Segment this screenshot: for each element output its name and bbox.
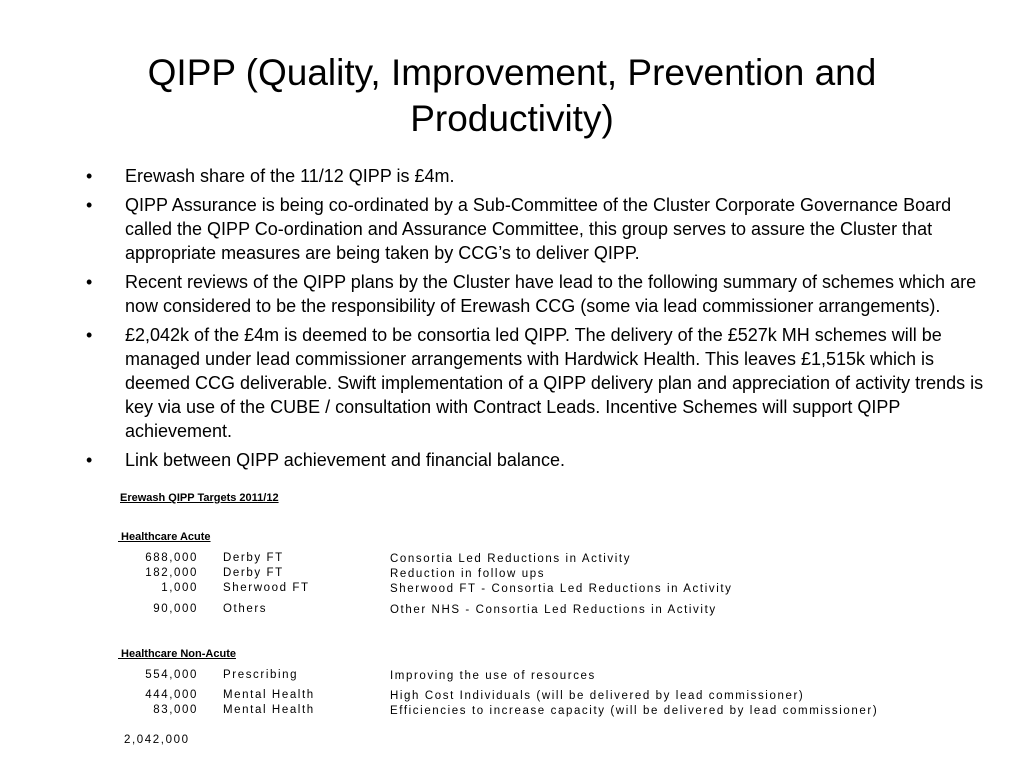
row-description: Efficiencies to increase capacity (will be delivered by lead commissioner) [390, 705, 879, 717]
bullet-marker: • [86, 325, 93, 345]
row-amount: 1,000 [161, 582, 198, 594]
table-row [118, 603, 1018, 618]
bullet-item [84, 164, 994, 188]
row-amount: 182,000 [145, 567, 198, 579]
bullet-item [84, 193, 994, 265]
row-amount: 688,000 [145, 552, 198, 564]
targets-total: 2,042,000 [124, 734, 190, 746]
bullet-text: £2,042k of the £4m is deemed to be consortia led QIPP. The delivery of the £527k MH schemes will be managed under lead commissioner arrangements with Hardwick Health. This leaves £1,515k which is deemed CCG deliverable. Swift implementation of a QIPP delivery plan and appreciation of activity trends is key via use of the CUBE / consultation with Contract Leads. Incentive Schemes will support QIPP achievement. [125, 325, 984, 441]
bullet-text: Erewash share of the 11/12 QIPP is £4m. [125, 166, 455, 186]
row-organisation: Derby FT [223, 567, 284, 579]
section-heading-acute: Healthcare Acute [118, 531, 211, 543]
table-row [118, 552, 1018, 567]
row-amount: 83,000 [153, 704, 198, 716]
row-description: High Cost Individuals (will be delivered by lead commissioner) [390, 690, 805, 702]
row-organisation: Sherwood FT [223, 582, 310, 594]
slide-title: QIPP (Quality, Improvement, Prevention and Productivity) [147, 52, 877, 139]
row-organisation: Mental Health [223, 704, 315, 716]
row-description: Reduction in follow ups [390, 568, 546, 580]
table-row [118, 582, 1018, 597]
bullet-marker: • [86, 272, 93, 292]
bullet-marker: • [86, 450, 93, 470]
row-amount: 554,000 [145, 669, 198, 681]
targets-table-title: Erewash QIPP Targets 2011/12 [120, 492, 279, 504]
row-organisation: Mental Health [223, 689, 315, 701]
table-row [118, 669, 1018, 684]
bullet-marker: • [86, 195, 93, 215]
table-row [118, 689, 1018, 704]
bullet-item [84, 448, 994, 472]
table-row [118, 567, 1018, 582]
table-row [118, 704, 1018, 719]
row-description: Other NHS - Consortia Led Reductions in Activity [390, 604, 717, 616]
bullet-list [84, 164, 994, 477]
row-description: Consortia Led Reductions in Activity [390, 553, 632, 565]
row-description: Improving the use of resources [390, 670, 596, 682]
row-organisation: Others [223, 603, 268, 615]
row-description: Sherwood FT - Consortia Led Reductions in Activity [390, 583, 733, 595]
bullet-text: QIPP Assurance is being co-ordinated by a Sub-Committee of the Cluster Corporate Governance Board called the QIPP Co-ordination and Assurance Committee, this group serves to assure the Cluster that appropriate measures are being taken by CCG’s to deliver QIPP. [125, 195, 952, 263]
row-amount: 444,000 [145, 689, 198, 701]
row-organisation: Prescribing [223, 669, 299, 681]
bullet-text: Link between QIPP achievement and financial balance. [125, 450, 565, 470]
bullet-marker: • [86, 166, 93, 186]
row-organisation: Derby FT [223, 552, 284, 564]
bullet-text: Recent reviews of the QIPP plans by the Cluster have lead to the following summary of schemes which are now considered to be the responsibility of Erewash CCG (some via lead commissioner arrangements). [125, 272, 977, 316]
bullet-item [84, 323, 994, 443]
section-heading-non-acute: Healthcare Non-Acute [118, 648, 236, 660]
row-amount: 90,000 [153, 603, 198, 615]
bullet-item [84, 270, 994, 318]
